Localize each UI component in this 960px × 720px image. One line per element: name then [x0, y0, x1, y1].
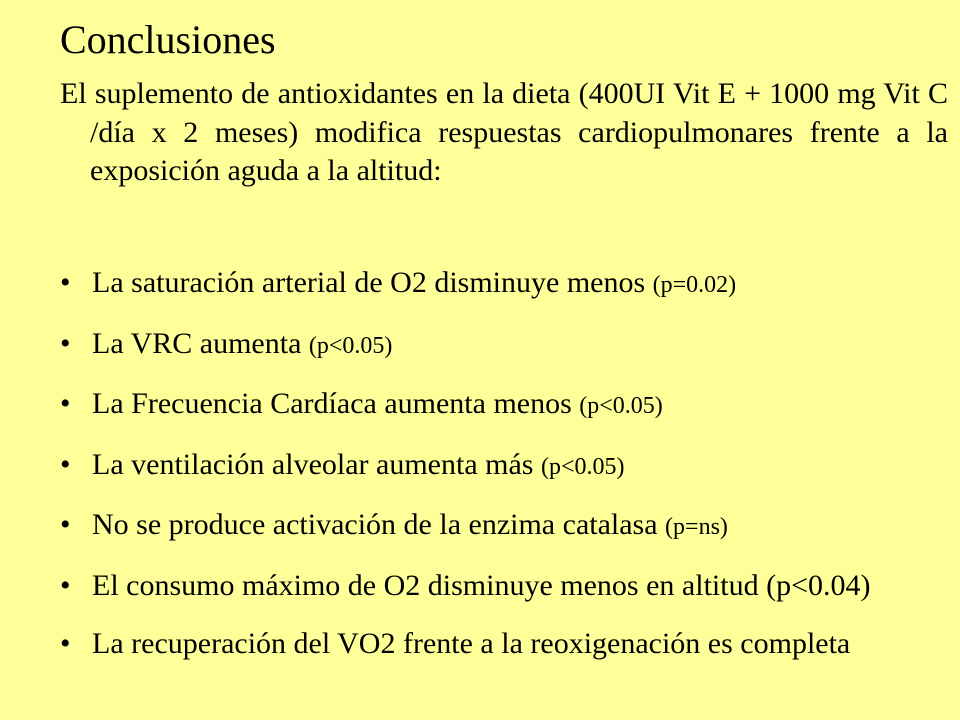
bullet-text: La ventilación alveolar aumenta más — [92, 447, 541, 481]
bullet-icon: • — [60, 447, 71, 481]
bullet-text: La Frecuencia Cardíaca aumenta menos — [92, 387, 580, 420]
bullet-icon: • — [60, 508, 71, 541]
bullet-icon: • — [60, 326, 71, 360]
slide-title: Conclusiones — [60, 17, 276, 62]
list-item — [60, 567, 948, 606]
p-value: (p<0.04) — [766, 568, 871, 602]
p-value: (p=0.02) — [652, 272, 737, 298]
bullet-icon: • — [60, 568, 71, 602]
bullet-text: La recuperación del VO2 frente a la reoxigenación es completa — [92, 627, 851, 660]
bullet-text: No se produce activación de la enzima catalasa — [92, 508, 666, 541]
list-item — [60, 325, 948, 366]
p-value: (p<0.05) — [579, 393, 663, 419]
conclusions-list — [60, 264, 948, 684]
bullet-text: La saturación arterial de O2 disminuye menos — [92, 266, 653, 299]
bullet-text: La VRC aumenta — [92, 326, 309, 360]
bullet-icon: • — [60, 387, 71, 420]
p-value: (p=ns) — [665, 514, 728, 540]
list-item — [60, 625, 948, 664]
p-value: (p<0.05) — [308, 332, 393, 359]
bullet-text: El consumo máximo de O2 disminuye menos en altitud — [92, 568, 767, 602]
list-item — [60, 264, 948, 305]
list-item — [60, 506, 948, 547]
bullet-icon: • — [60, 266, 71, 299]
list-item — [60, 446, 948, 487]
bullet-icon: • — [60, 627, 71, 660]
p-value: (p<0.05) — [540, 453, 625, 480]
intro-paragraph: El suplemento de antioxidantes en la dieta (400UI Vit E + 1000 mg Vit C /día x 2 meses) modifica respuestas cardiopulmonares frente a la exposición aguda a la altitud: — [60, 77, 948, 187]
list-item — [60, 385, 948, 426]
